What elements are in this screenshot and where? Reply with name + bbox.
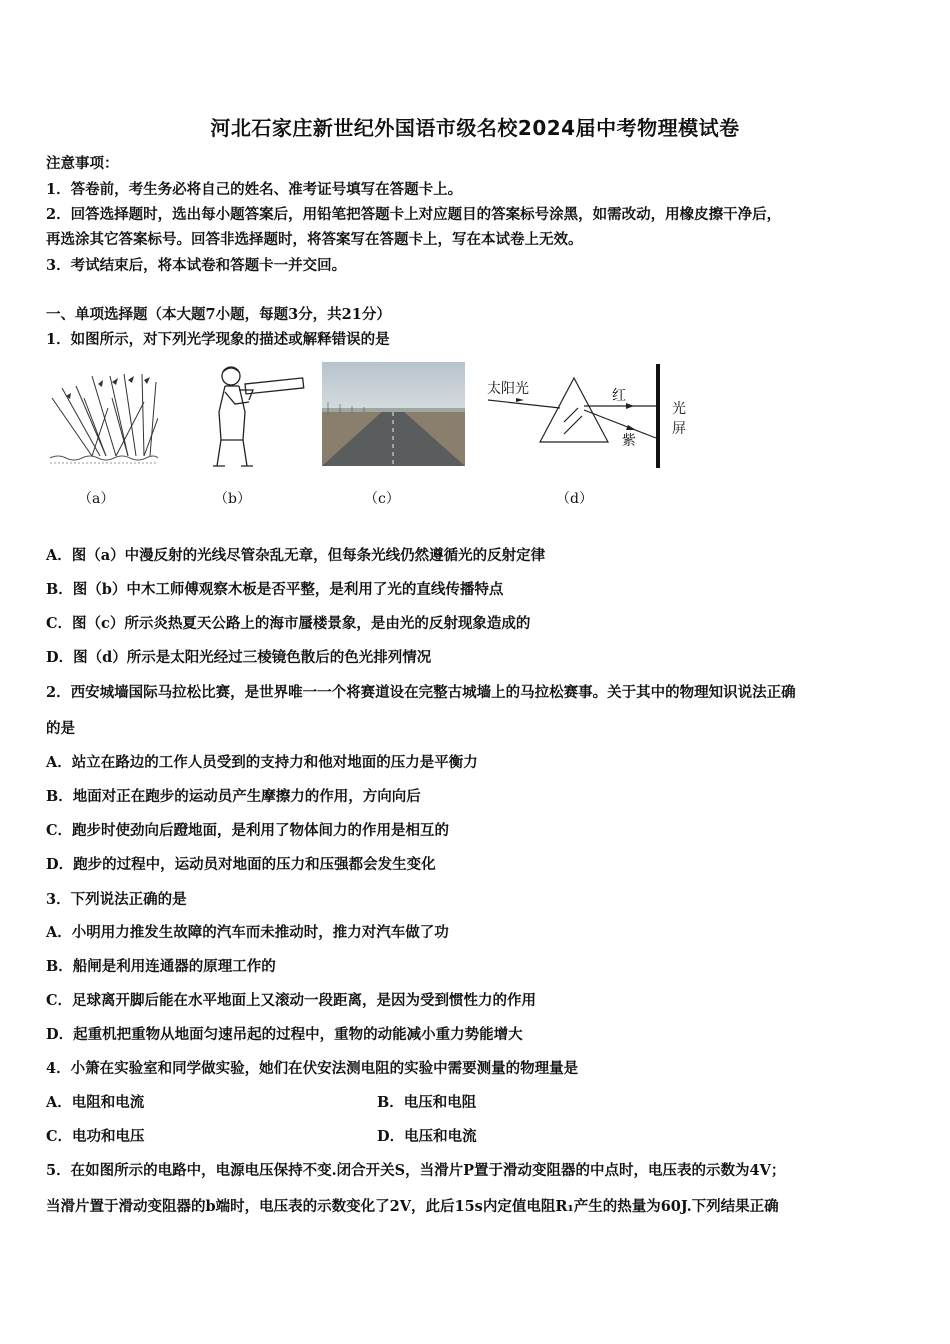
q3-option-a: A．小明用力推发生故障的汽车而未推动时，推力对汽车做了功: [46, 924, 449, 941]
notice-item-3: 3．考试结束后，将本试卷和答题卡一并交回。: [46, 257, 347, 274]
q2-option-b: B．地面对正在跑步的运动员产生摩擦力的作用，方向向后: [46, 788, 421, 805]
q4-option-a: A．电阻和电流: [46, 1094, 145, 1111]
q2-stem-line1: 2．西安城墙国际马拉松比赛，是世界唯一一个将赛道设在完整古城墙上的马拉松赛事。关于其中的物理知识说法正确: [46, 684, 796, 701]
sunlight-label: 太阳光: [487, 381, 529, 397]
diffuse-reflection-figure: [48, 368, 158, 468]
q2-option-d: D．跑步的过程中，运动员对地面的压力和压强都会发生变化: [46, 856, 436, 873]
caption-a: （a）: [78, 491, 115, 507]
q4-option-c: C．电功和电压: [46, 1128, 145, 1145]
q4-option-b: B．电压和电阻: [377, 1094, 477, 1111]
q2-option-c: C．跑步时使劲向后蹬地面，是利用了物体间力的作用是相互的: [46, 822, 450, 839]
q5-line2: 当滑片置于滑动变阻器的b端时，电压表的示数变化了2V，此后15s内定值电阻R₁产生的热量为60J.下列结果正确: [46, 1198, 779, 1215]
screen-label-top: 光: [672, 401, 686, 417]
q4-stem: 4．小箫在实验室和同学做实验，她们在伏安法测电阻的实验中需要测量的物理量是: [46, 1060, 579, 1077]
notice-heading: 注意事项：: [46, 155, 119, 172]
q1-option-d: D．图（d）所示是太阳光经过三棱镜色散后的色光排列情况: [46, 649, 432, 666]
red-label: 红: [612, 388, 626, 404]
violet-label: 紫: [622, 433, 636, 449]
notice-item-2a: 2．回答选择题时，选出每小题答案后，用铅笔把答题卡上对应题目的答案标号涂黑，如需改动，用橡皮擦干净后，: [46, 206, 782, 223]
q2-option-a: A．站立在路边的工作人员受到的支持力和他对地面的压力是平衡力: [46, 754, 478, 771]
q3-option-c: C．足球离开脚后能在水平地面上又滚动一段距离，是因为受到惯性力的作用: [46, 992, 537, 1009]
q2-stem-line2: 的是: [46, 720, 75, 737]
road-mirage-photo: [322, 362, 465, 466]
q1-option-c: C．图（c）所示炎热夏天公路上的海市蜃楼景象，是由光的反射现象造成的: [46, 615, 531, 632]
caption-c: （c）: [364, 491, 400, 507]
section-heading: 一、单项选择题（本大题7小题，每题3分，共21分）: [46, 306, 391, 323]
q3-option-b: B．船闸是利用连通器的原理工作的: [46, 958, 276, 975]
q3-option-d: D．起重机把重物从地面匀速吊起的过程中，重物的动能减小重力势能增大: [46, 1026, 523, 1043]
caption-b: （b）: [214, 491, 251, 507]
notice-item-2b: 再选涂其它答案标号。回答非选择题时，将答案写在答题卡上，写在本试卷上无效。: [46, 231, 583, 248]
q1-option-a: A．图（a）中漫反射的光线尽管杂乱无章，但每条光线仍然遵循光的反射定律: [46, 547, 546, 564]
notice-item-1: 1．答卷前，考生务必将自己的姓名、准考证号填写在答题卡上。: [46, 181, 463, 198]
q4-option-d: D．电压和电流: [377, 1128, 477, 1145]
carpenter-figure: [205, 362, 305, 472]
q1-option-b: B．图（b）中木工师傅观察木板是否平整，是利用了光的直线传播特点: [46, 581, 504, 598]
caption-d: （d）: [556, 491, 593, 507]
q1-stem: 1．如图所示，对下列光学现象的描述或解释错误的是: [46, 331, 390, 348]
q3-stem: 3．下列说法正确的是: [46, 891, 187, 908]
q5-line1: 5．在如图所示的电路中，电源电压保持不变.闭合开关S，当滑片P置于滑动变阻器的中点时，电压表的示数为4V；: [46, 1162, 786, 1179]
page-title: 河北石家庄新世纪外国语市级名校2024届中考物理模试卷: [210, 116, 740, 140]
screen-label-bottom: 屏: [672, 421, 686, 437]
